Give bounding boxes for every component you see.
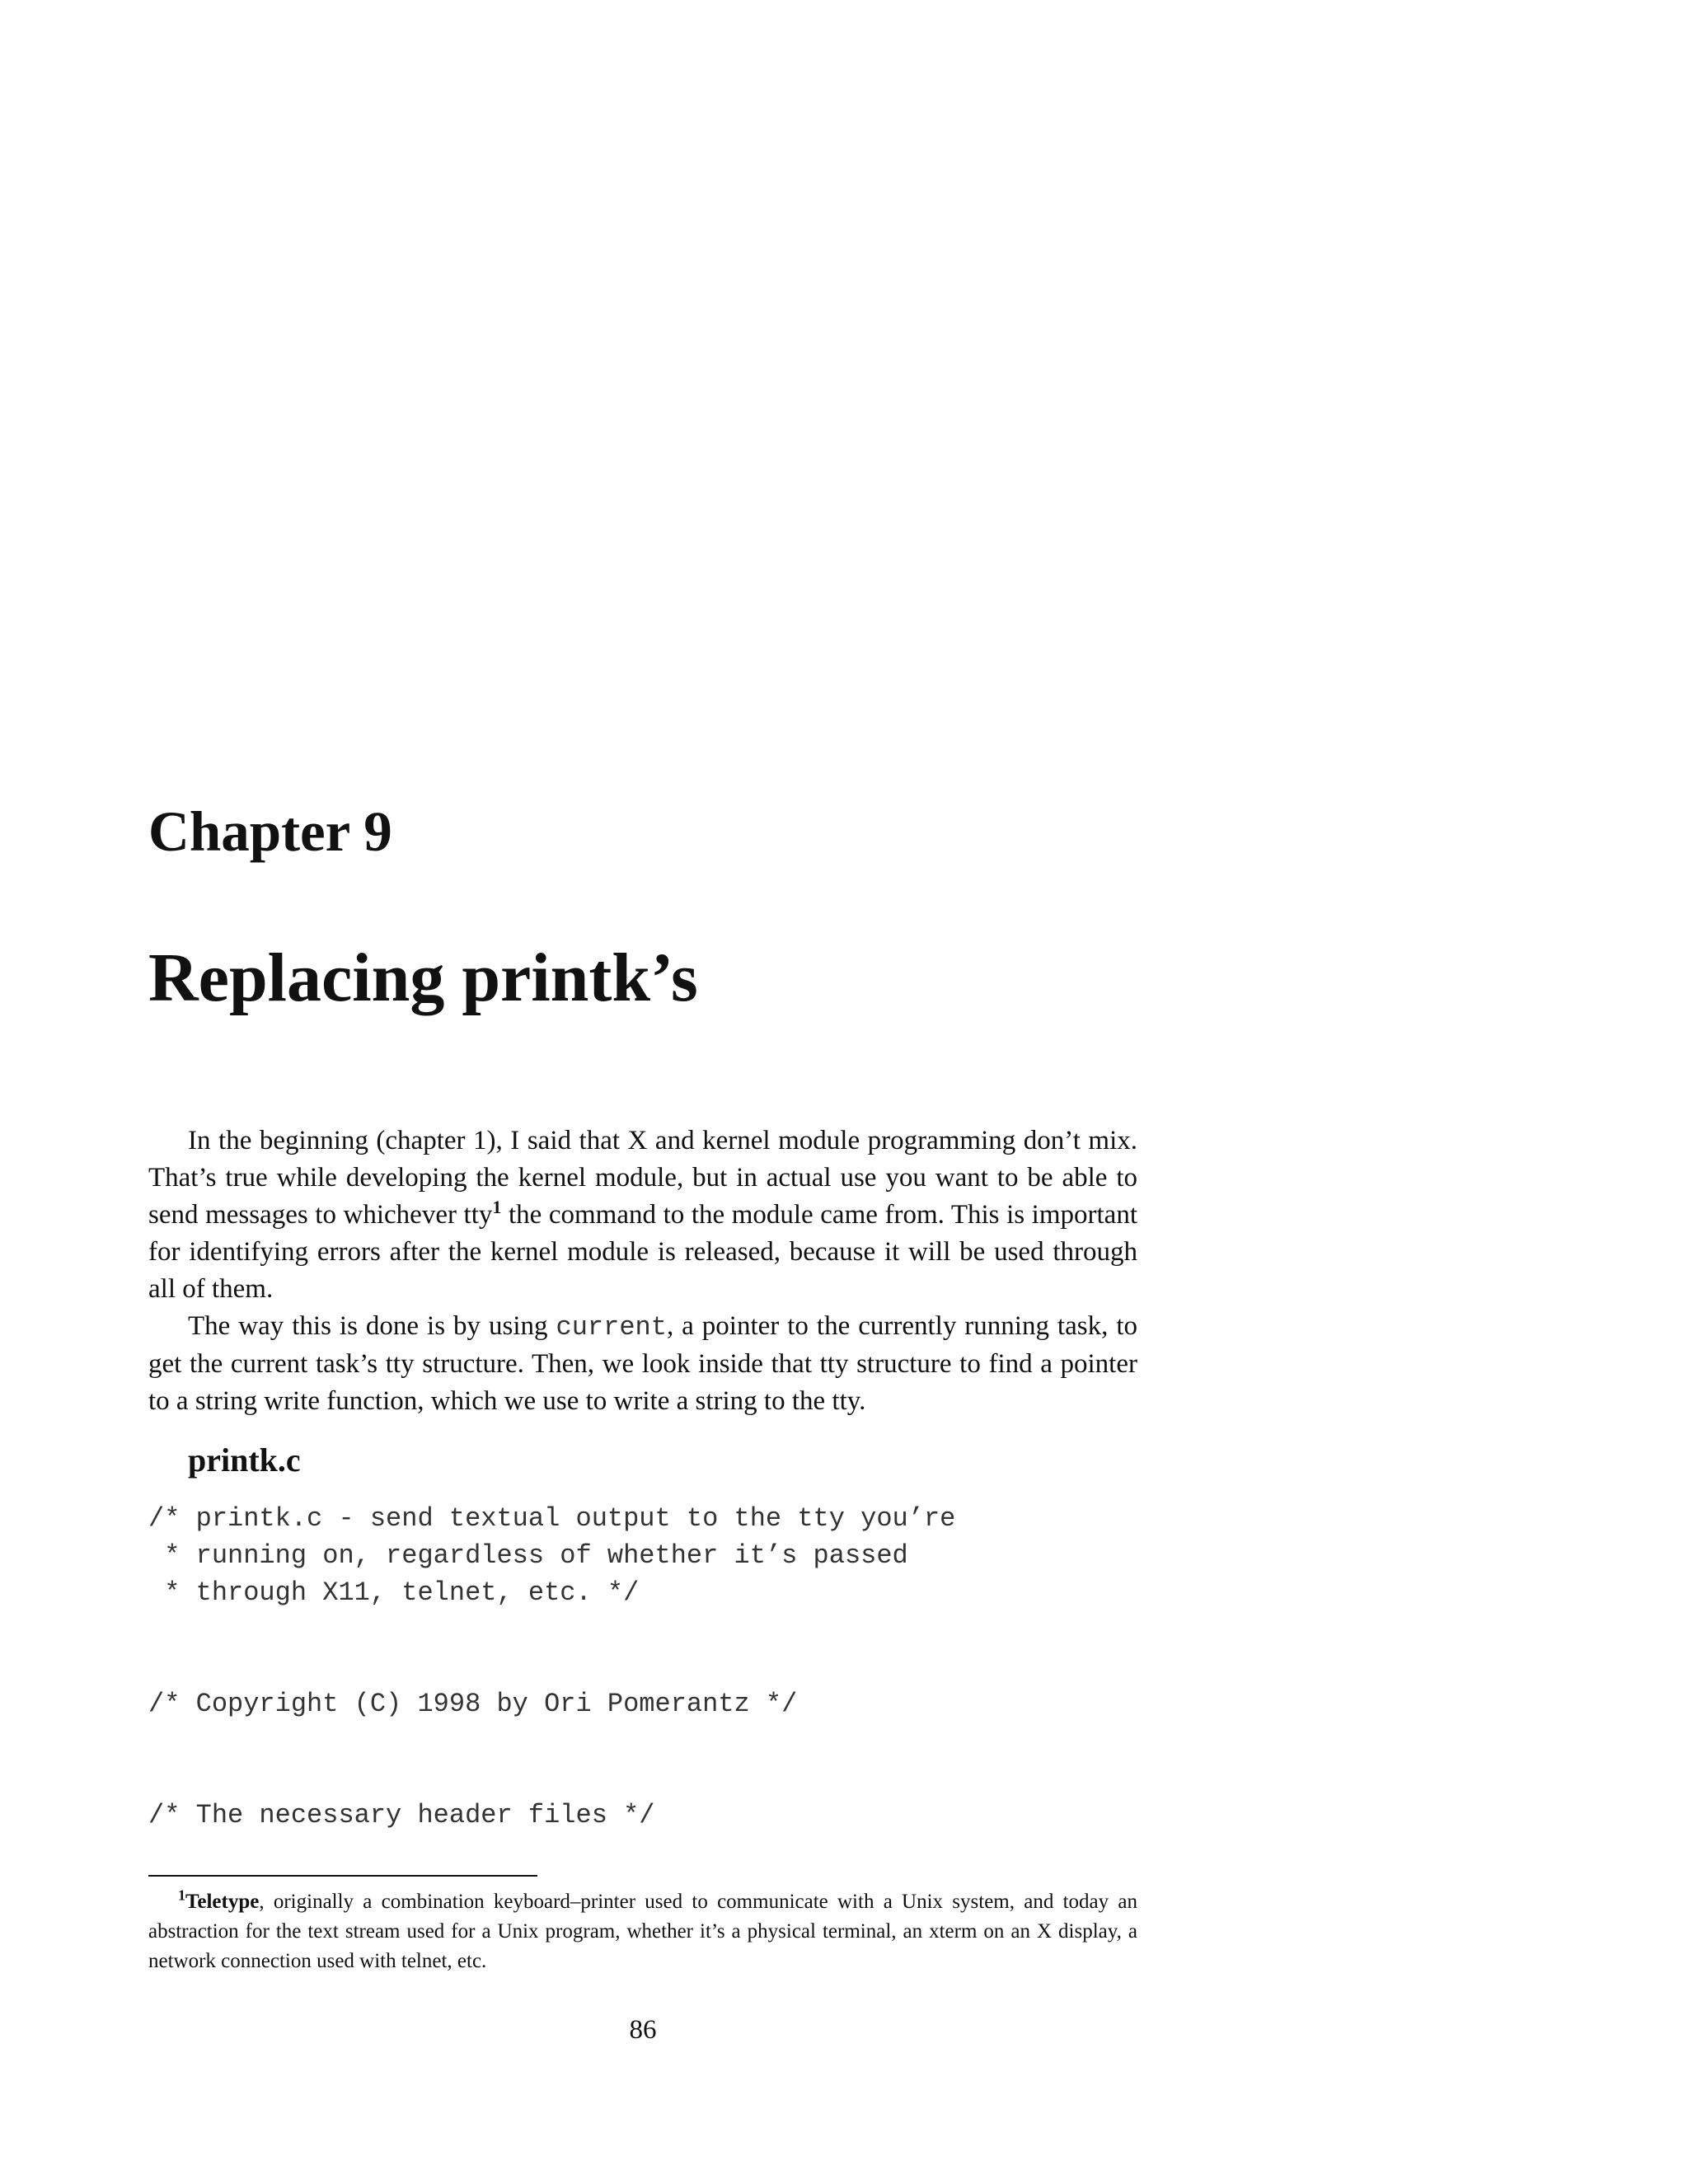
footnote-text: , originally a combination keyboard–printer used to communicate with a Unix system, and today an abstraction for the text stream used for a Unix program, whether it’s a physical terminal, an xterm on an X display, a network connection used with telnet, etc. <box>148 1891 1137 1972</box>
inline-code-current: current <box>556 1312 667 1343</box>
chapter-label: Chapter 9 <box>148 800 392 863</box>
method-text-start: The way this is done is by using <box>188 1311 556 1341</box>
chapter-body <box>148 1122 1137 1420</box>
intro-text-start: In the beginning (chapter 1), I said that X and kernel module programming don’t mix. That’s true while developing the kernel module, but in actual use you want to be able to send messages to whichever tty <box>148 1126 1137 1230</box>
method-paragraph <box>148 1308 1137 1420</box>
code-listing: /* printk.c - send textual output to the tty you’re * running on, regardless of whether it’s passed * through X11, telnet, etc. */ /* Copyright (C) 1998 by Ori Pomerantz */ /* The necessary header files */ <box>148 1503 956 1830</box>
footnote-divider <box>148 1875 537 1877</box>
intro-paragraph <box>148 1122 1137 1308</box>
page-number: 86 <box>629 2015 657 2045</box>
section-heading: printk.c <box>188 1441 301 1479</box>
intro-text-end: the command to the module came from. This is important for identifying errors after the kernel module is released, because it will be used through all of them. <box>148 1200 1137 1304</box>
method-text-end: , a pointer to the currently running task, to get the current task’s tty structure. Then, we look inside that tty structure to find a pointer to a string write function, which we use to write a string to the tty. <box>148 1311 1137 1416</box>
footnote-reference[interactable]: 1 <box>492 1197 502 1217</box>
footnote-mark: 1 <box>178 1886 185 1904</box>
footnote <box>148 1887 1137 1976</box>
footnote-term: Teletype <box>185 1891 260 1913</box>
chapter-title: Replacing printk’s <box>148 940 698 1016</box>
